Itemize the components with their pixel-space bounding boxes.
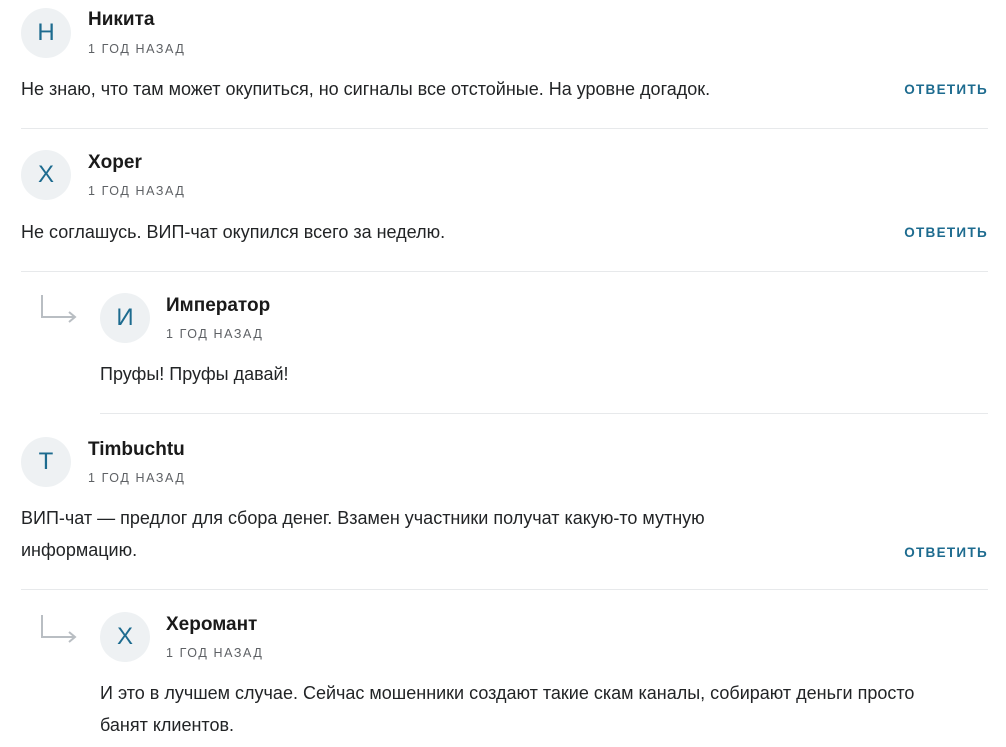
comment (0, 128, 1006, 271)
avatar: И (100, 293, 150, 343)
comment-text: И это в лучшем случае. Сейчас мошенники создают такие скам каналы, собирают деньги просто банят клиентов. (100, 683, 915, 735)
comment-time: 1 ГОД НАЗАД (88, 184, 186, 198)
comment-text: Пруфы! Пруфы давай! (100, 364, 289, 384)
comment-text: Не знаю, что там может окупиться, но сигналы все отстойные. На уровне догадок. (21, 79, 711, 99)
comment-author[interactable]: Timbuchtu (88, 439, 185, 460)
comment-time: 1 ГОД НАЗАД (166, 327, 264, 341)
comment-time: 1 ГОД НАЗАД (166, 646, 264, 660)
reply-arrow-icon (38, 613, 78, 643)
reply-button[interactable]: ОТВЕТИТЬ (904, 225, 988, 240)
comment-text: ВИП-чат — предлог для сбора денег. Взамен участники получат какую-то мутную информацию. (21, 508, 705, 560)
reply-arrow-icon (38, 293, 78, 323)
avatar: Н (21, 8, 71, 58)
comment-time: 1 ГОД НАЗАД (88, 42, 186, 56)
avatar: Х (21, 150, 71, 200)
comment-reply (0, 271, 1006, 413)
avatar: Х (100, 612, 150, 662)
reply-button[interactable]: ОТВЕТИТЬ (904, 545, 988, 560)
comment-reply (0, 589, 1006, 747)
comment-author[interactable]: Xoper (88, 152, 142, 173)
avatar: T (21, 437, 71, 487)
reply-button[interactable]: ОТВЕТИТЬ (904, 82, 988, 97)
comment-author[interactable]: Херомант (166, 614, 258, 635)
comment (0, 413, 1006, 589)
comment-author[interactable]: Никита (88, 9, 155, 30)
comment-time: 1 ГОД НАЗАД (88, 471, 186, 485)
comment (0, 0, 1006, 128)
comment-author[interactable]: Император (166, 295, 271, 316)
comment-text: Не соглашусь. ВИП-чат окупился всего за неделю. (21, 222, 446, 242)
